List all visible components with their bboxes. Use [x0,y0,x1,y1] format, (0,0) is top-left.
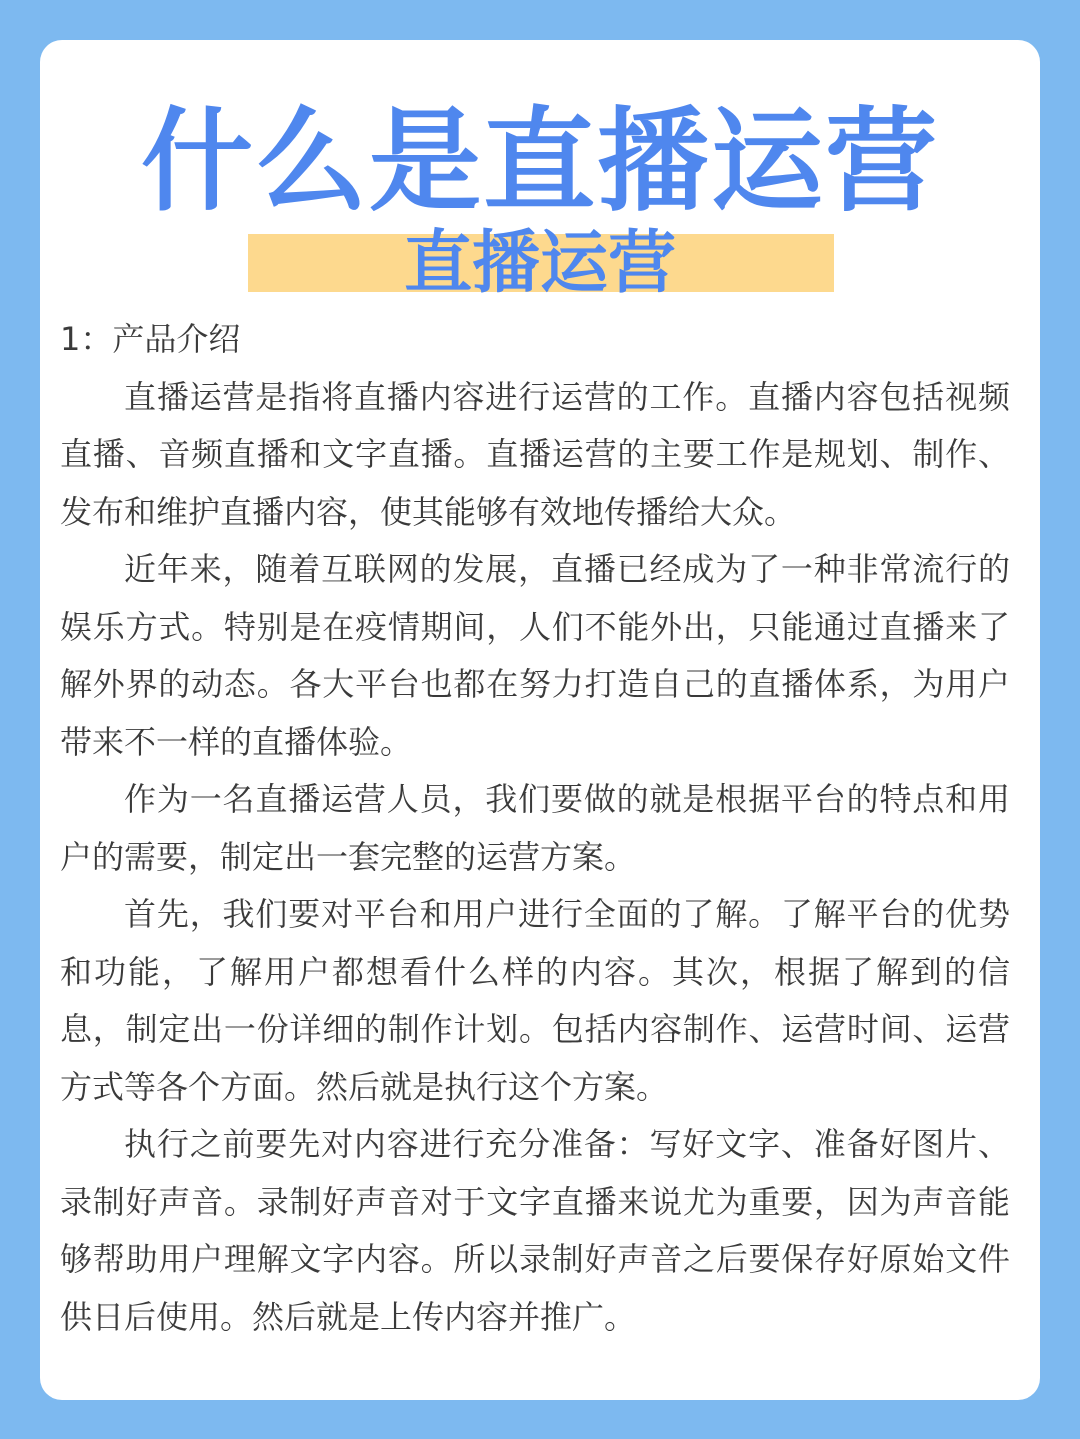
article-body [60,311,1010,1346]
content-card [40,40,1040,1400]
section-heading: 1：产品介绍 [60,320,241,358]
paragraph-planning: 首先，我们要对平台和用户进行全面的了解。了解平台的优势和功能，了解用户都想看什么样的内容。其次，根据了解到的信息，制定出一份详细的制作计划。包括内容制作、运营时间、运营方式等各个方面。然后就是执行这个方案。 [60,895,1010,1106]
paragraph-execution: 执行之前要先对内容进行充分准备：写好文字、准备好图片、录制好声音。录制好声音对于文字直播来说尤为重要，因为声音能够帮助用户理解文字内容。所以录制好声音之后要保存好原始文件供日后使用。然后就是上传内容并推广。 [60,1125,1010,1336]
paragraph-background: 近年来，随着互联网的发展，直播已经成为了一种非常流行的娱乐方式。特别是在疫情期间，人们不能外出，只能通过直播来了解外界的动态。各大平台也都在努力打造自己的直播体系，为用户带来不一样的直播体验。 [60,550,1010,761]
subtitle: 直播运营 [403,224,676,303]
page-title: 什么是直播运营 [141,97,939,227]
paragraph-intro: 直播运营是指将直播内容进行运营的工作。直播内容包括视频直播、音频直播和文字直播。直播运营的主要工作是规划、制作、发布和维护直播内容，使其能够有效地传播给大众。 [60,377,1010,531]
paragraph-role: 作为一名直播运营人员，我们要做的就是根据平台的特点和用户的需要，制定出一套完整的运营方案。 [60,780,1010,876]
